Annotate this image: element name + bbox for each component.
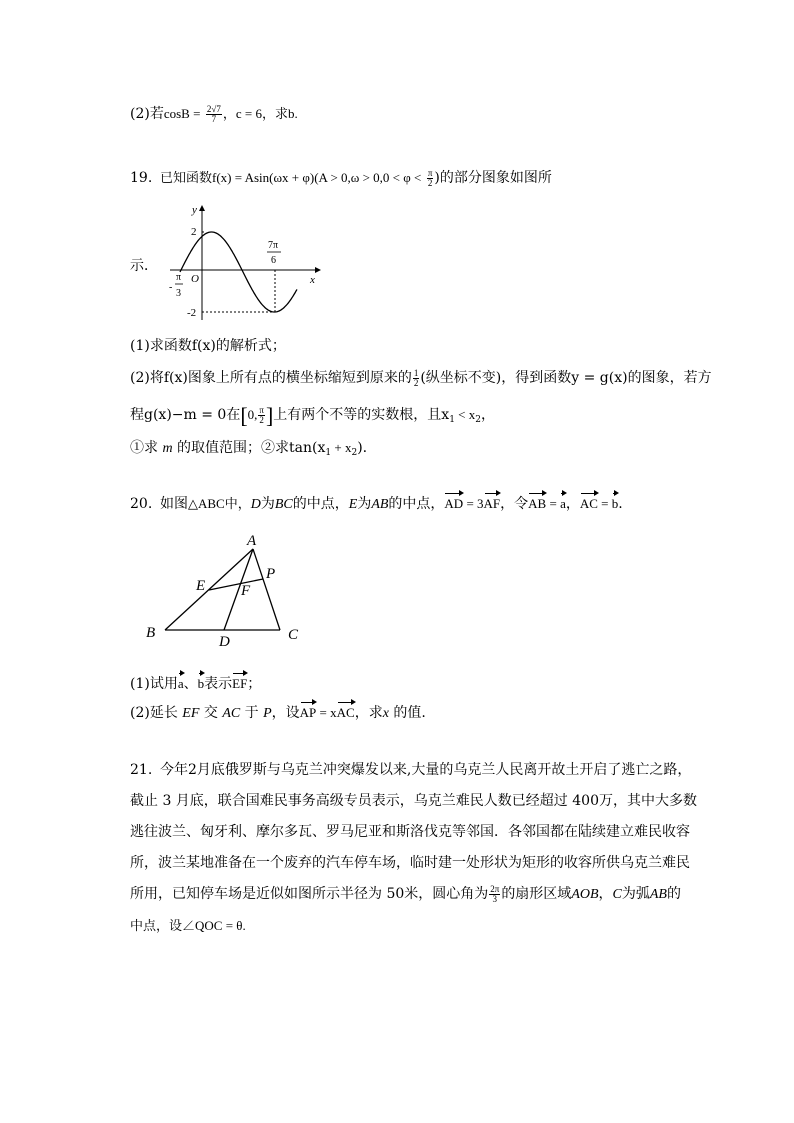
q19-part2-line2: 程g(x)−m = 0在[0, $\frac{\pi}{2}$ ]上有两个不等的实数根，且$x_1 < x_2$， bbox=[130, 403, 495, 428]
label-a: A bbox=[247, 535, 257, 549]
y-min-label: -2 bbox=[187, 307, 197, 319]
q19-part3: ①求 m 的取值范围；②求$\tan(x_1 + x_2)$. bbox=[130, 440, 368, 458]
q19-sine-graph bbox=[165, 200, 330, 325]
y-max-label: 2 bbox=[191, 226, 197, 238]
q20-part2: (2)延长 EF 交 AC 于 P，设AP = xAC，求x 的值. bbox=[130, 705, 426, 721]
label-f: F bbox=[241, 583, 251, 599]
y-axis-label: y bbox=[192, 204, 197, 216]
svg-text:-: - bbox=[169, 282, 173, 293]
svg-text:6: 6 bbox=[271, 255, 276, 266]
q20-statement: 20. 如图△ABC中，D为BC的中点，E为AB的中点，AD = 3AF，令AB = a，AC = b. bbox=[130, 496, 623, 512]
q20-part1: (1)试用a、b表示EF； bbox=[130, 676, 262, 692]
svg-text:π: π bbox=[176, 272, 182, 283]
svg-text:7π: 7π bbox=[268, 240, 279, 251]
q20-triangle-figure bbox=[140, 535, 315, 650]
label-d: D bbox=[219, 634, 230, 650]
q19-text-shi: 示． bbox=[130, 258, 158, 274]
x-axis-label: x bbox=[310, 274, 315, 286]
q21-paragraph: 21. 今年2月底俄罗斯与乌克兰冲突爆发以来,大量的乌克兰人民离开故土开启了逃亡之路， 截止 3 月底，联合国难民事务高级专员表示，乌克兰难民人数已经超过 400万，其中大多数 逃往波兰、匈牙利、摩尔多瓦、罗马尼亚和斯洛伐克等邻国．各邻国都在陆续建立难民收容 所，波兰某地准备在一个废弃的汽车停车场，临时建一处形状为矩形的收容所供乌克兰难民 所用，已知停车场是近似如图所示半径为 50米，圆心角为 $\frac{2\pi}{3}$ 的扇形区域AOB，C为弧AB的 中点，设∠QOC = θ. bbox=[130, 762, 697, 933]
label-e: E bbox=[196, 578, 206, 594]
sine-curve bbox=[180, 232, 297, 312]
label-b: B bbox=[146, 625, 156, 641]
label-c: C bbox=[288, 627, 299, 643]
q19-statement: 19. 已知函数f(x) = Asin(ωx + φ)(A > 0,ω > 0,0 < φ < $\frac{\pi}{2}$ )的部分图象如图所 bbox=[130, 167, 552, 188]
side-ac bbox=[253, 549, 280, 630]
svg-text:3: 3 bbox=[176, 288, 181, 299]
cosb-fraction: $\frac{2√7}{7}$ bbox=[206, 103, 221, 124]
q19-part1: (1)求函数f(x)的解析式； bbox=[130, 338, 286, 354]
q19-part2-line1: (2)将f(x)图象上所有点的横坐标缩短到原来的 $\frac{1}{2}$ (纵坐标不变)，得到函数y = g(x)的图象，若方 bbox=[130, 367, 712, 388]
origin-label: O bbox=[191, 273, 199, 285]
line-ep bbox=[209, 579, 263, 590]
label-p: P bbox=[266, 566, 276, 582]
q18-part2: (2)若cosB = $\frac{2√7}{7}$ ，c = 6，求b. bbox=[130, 103, 298, 124]
